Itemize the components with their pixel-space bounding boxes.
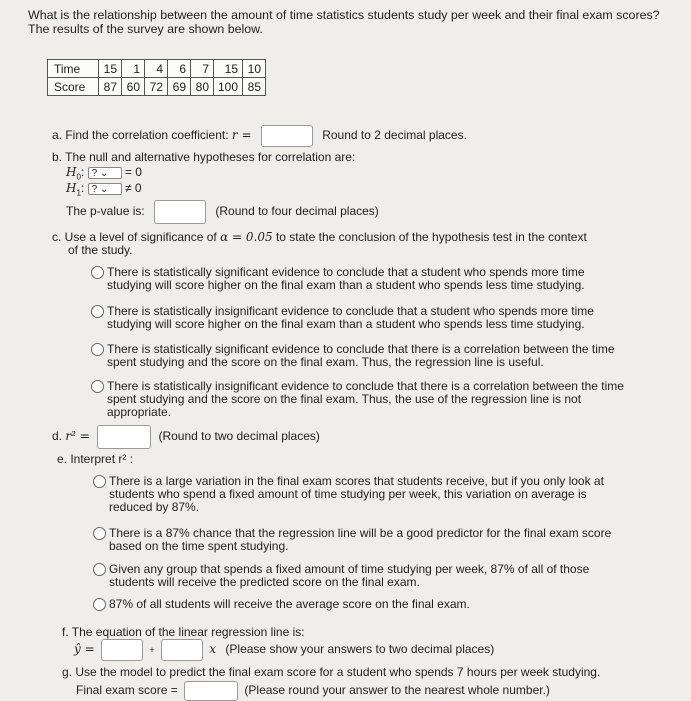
option-text: There is a 87% chance that the regression line will be a good predictor for the final exam score based on the time spent studying. xyxy=(109,526,612,554)
part-a xyxy=(52,125,467,147)
part-d-label: d. xyxy=(52,429,63,444)
part-c-option-1[interactable] xyxy=(91,266,631,292)
table-cell: 4 xyxy=(145,60,168,78)
table-cell: 7 xyxy=(191,60,214,78)
option-text: There is a large variation in the final exam scores that students receive, but if you only look at students who spend a fixed amount of time studying per week, this variation on average is reduced by 87%. xyxy=(109,474,604,515)
part-d-hint: (Round to two decimal places) xyxy=(158,429,320,444)
part-e-label: e. Interpret r² : xyxy=(57,452,134,466)
radio-icon[interactable] xyxy=(93,527,106,540)
part-e-option-2[interactable] xyxy=(93,527,628,553)
h1-symbol: H xyxy=(66,181,77,195)
final-score-input[interactable] xyxy=(184,681,238,701)
plus-sign: + xyxy=(149,645,155,656)
part-d xyxy=(52,425,320,449)
table-cell: 10 xyxy=(243,60,266,78)
h0-sub: 0 xyxy=(76,172,81,182)
option-text: There is statistically insignificant evidence to conclude that a student who spends more time studying will score higher on the final exam than a student who spends less time studying. xyxy=(107,304,594,332)
pvalue-label: The p-value is: xyxy=(66,204,145,219)
h0-symbol: H xyxy=(66,165,77,179)
radio-icon[interactable] xyxy=(91,343,104,356)
pvalue-hint: (Round to four decimal places) xyxy=(215,204,379,219)
table-cell: 60 xyxy=(122,78,145,96)
chevron-down-icon: ⌄ xyxy=(99,183,109,195)
pvalue-row xyxy=(66,200,379,224)
h0-select-value: ? xyxy=(91,167,98,179)
option-text: There is statistically significant evidence to conclude that there is a correlation between the time spent studying and the score on the final exam. Thus, the regression line is useful. xyxy=(107,342,615,370)
part-a-hint: Round to 2 decimal places. xyxy=(322,128,467,143)
table-row xyxy=(48,78,266,96)
slope-input[interactable] xyxy=(161,639,203,661)
r-squared-input[interactable] xyxy=(97,425,151,449)
part-c-option-3[interactable] xyxy=(91,343,631,369)
x-symbol: x xyxy=(209,642,217,657)
h0-row: $H_0$: ? ⌄ = 0 xyxy=(66,165,142,182)
part-g-hint: (Please round your answer to the nearest whole number.) xyxy=(244,683,550,698)
data-table xyxy=(47,59,266,96)
h1-relation: ≠ 0 xyxy=(124,181,142,195)
radio-icon[interactable] xyxy=(91,305,104,318)
table-cell: 69 xyxy=(168,78,191,96)
option-text: There is statistically insignificant evidence to conclude that there is a correlation between the time spent studying and the score on the final exam. Thus, the use of the regression line is not appropriate. xyxy=(107,379,624,420)
h1-select-value: ? xyxy=(91,183,98,195)
part-c-label-3: of the study. xyxy=(68,243,133,257)
table-cell: 72 xyxy=(145,78,168,96)
part-c-label-2: to state the conclusion of the hypothesis test in the context xyxy=(275,230,587,244)
part-g-label: g. Use the model to predict the final exam score for a student who spends 7 hours per week studying. xyxy=(62,665,601,679)
part-g-row xyxy=(76,681,550,701)
h1-row: $H_1$: ? ⌄ ≠ 0 xyxy=(66,181,142,198)
table-cell: 80 xyxy=(191,78,214,96)
part-f-label: f. The equation of the linear regression line is: xyxy=(62,625,305,639)
h0-select[interactable] xyxy=(88,167,122,179)
chevron-down-icon: ⌄ xyxy=(99,167,109,179)
correlation-input[interactable] xyxy=(261,125,313,147)
yhat-symbol: ŷ = xyxy=(74,642,95,657)
radio-icon[interactable] xyxy=(93,563,106,576)
h0-relation: = 0 xyxy=(124,165,142,179)
table-cell: 1 xyxy=(122,60,145,78)
table-row xyxy=(48,60,266,78)
part-d-var: r² = xyxy=(65,429,90,444)
part-c-option-4[interactable] xyxy=(91,380,631,419)
part-e-option-1[interactable] xyxy=(93,475,628,514)
radio-icon[interactable] xyxy=(91,266,104,279)
table-cell: 87 xyxy=(99,78,122,96)
question-prompt: What is the relationship between the amount of time statistics students study per week and their final exam scores? The results of the survey are shown below. xyxy=(28,8,660,36)
radio-icon[interactable] xyxy=(93,598,106,611)
part-c-option-2[interactable] xyxy=(91,305,631,331)
table-cell: 100 xyxy=(214,78,243,96)
table-cell: 15 xyxy=(99,60,122,78)
pvalue-input[interactable] xyxy=(154,200,206,224)
alpha-value: α = 0.05 xyxy=(220,230,273,244)
h1-select[interactable] xyxy=(88,183,122,195)
row-label-time: Time xyxy=(48,60,99,78)
part-f-hint: (Please show your answers to two decimal places) xyxy=(225,642,495,657)
part-e-option-3[interactable] xyxy=(93,563,628,589)
intercept-input[interactable] xyxy=(101,639,143,661)
part-a-label: a. Find the correlation coefficient: xyxy=(52,128,229,143)
radio-icon[interactable] xyxy=(91,380,104,393)
option-text: There is statistically significant evidence to conclude that a student who spends more time studying will score higher on the final exam than a student who spends less time studying. xyxy=(107,265,585,293)
regression-equation xyxy=(74,639,494,661)
part-a-var: r = xyxy=(231,128,252,143)
option-text: Given any group that spends a fixed amount of time studying per week, 87% of all of those students will receive the predicted score on the final exam. xyxy=(109,562,590,590)
row-label-score: Score xyxy=(48,78,99,96)
h1-sub: 1 xyxy=(76,188,81,198)
part-e-option-4[interactable] xyxy=(93,598,628,611)
part-c-label-1: c. Use a level of significance of xyxy=(52,230,217,244)
final-score-label: Final exam score = xyxy=(76,683,178,698)
radio-icon[interactable] xyxy=(93,475,106,488)
table-cell: 85 xyxy=(243,78,266,96)
part-c-label xyxy=(52,230,587,244)
table-cell: 6 xyxy=(168,60,191,78)
table-cell: 15 xyxy=(214,60,243,78)
part-b-label: b. The null and alternative hypotheses for correlation are: xyxy=(52,150,356,164)
option-text: 87% of all students will receive the average score on the final exam. xyxy=(109,597,470,611)
